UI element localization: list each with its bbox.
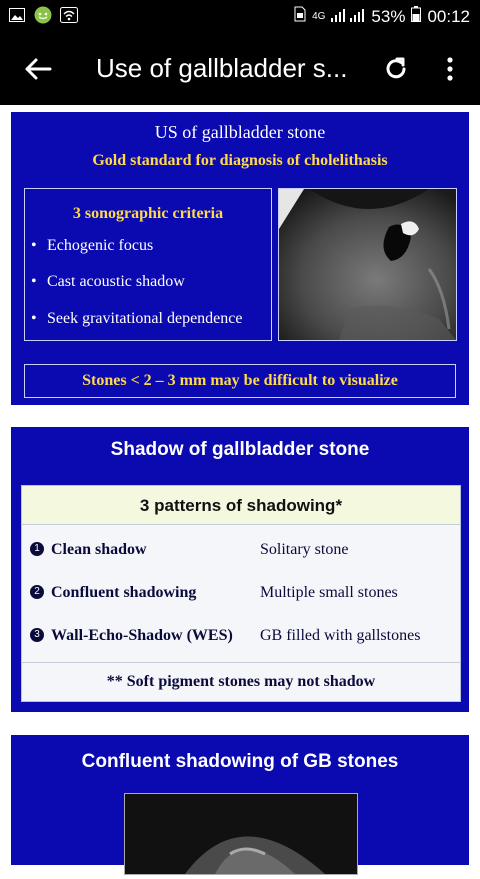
refresh-button[interactable] [382, 55, 410, 83]
notification-icons [8, 6, 78, 24]
refresh-icon [382, 55, 410, 83]
pattern-label: Clean shadow [51, 541, 147, 558]
slide-shadow-of-stone [11, 427, 469, 712]
number-badge-icon: 3 [30, 628, 44, 642]
number-badge-icon: 2 [30, 585, 44, 599]
more-vert-icon [440, 55, 460, 83]
criteria-title: 3 sonographic criteria [72, 205, 224, 222]
system-status [294, 6, 470, 27]
pattern-label: Confluent shadowing [51, 584, 197, 601]
slide-confluent-shadowing [11, 735, 469, 865]
battery-percent: 53% [371, 6, 406, 26]
criteria-box [24, 188, 272, 341]
bullet-icon: • [31, 273, 37, 290]
footer-note: ** Soft pigment stones may not shadow [106, 673, 376, 690]
sim-card-icon [294, 6, 306, 27]
slide-title: Shadow of gallbladder stone [110, 439, 370, 460]
signal-icon [331, 7, 365, 27]
slide-title: US of gallbladder stone [154, 122, 326, 142]
table-footer [22, 662, 460, 701]
slide-us-gallbladder-stone [11, 112, 469, 405]
bullet-icon: • [31, 310, 37, 327]
status-bar [0, 0, 480, 33]
page-content[interactable] [0, 105, 480, 853]
pattern-value: GB filled with gallstones [260, 627, 421, 644]
note-box [24, 364, 456, 398]
bullet-icon: • [31, 237, 37, 254]
clock: 00:12 [427, 6, 470, 26]
wifi-icon [60, 6, 78, 24]
back-arrow-icon [22, 55, 54, 83]
number-badge-icon: 1 [30, 542, 44, 556]
pattern-value: Multiple small stones [260, 584, 398, 601]
note-text: Stones < 2 – 3 mm may be difficult to visualize [82, 372, 398, 389]
app-notification-icon [34, 6, 52, 24]
table-title: 3 patterns of shadowing* [139, 496, 343, 515]
app-toolbar [0, 33, 480, 105]
pattern-value: Solitary stone [260, 541, 349, 558]
shadowing-patterns-table [21, 485, 461, 702]
criteria-item: • Seek gravitational dependence [31, 310, 243, 327]
criteria-item: • Echogenic focus [31, 237, 154, 254]
table-header [22, 486, 460, 525]
ultrasound-image [278, 188, 457, 341]
network-type: 4G [312, 10, 326, 22]
image-notification-icon [8, 6, 26, 24]
page-title: Use of gallbladder s... [96, 53, 348, 83]
slide-subtitle: Gold standard for diagnosis of cholelithasis [92, 152, 388, 169]
more-options-button[interactable] [440, 55, 460, 83]
back-button[interactable] [22, 55, 54, 83]
pattern-label: Wall-Echo-Shadow (WES) [51, 627, 233, 644]
ultrasound-image [124, 793, 358, 875]
slide-title: Confluent shadowing of GB stones [81, 751, 399, 772]
criteria-item: • Cast acoustic shadow [31, 273, 185, 290]
battery-icon [411, 6, 421, 27]
